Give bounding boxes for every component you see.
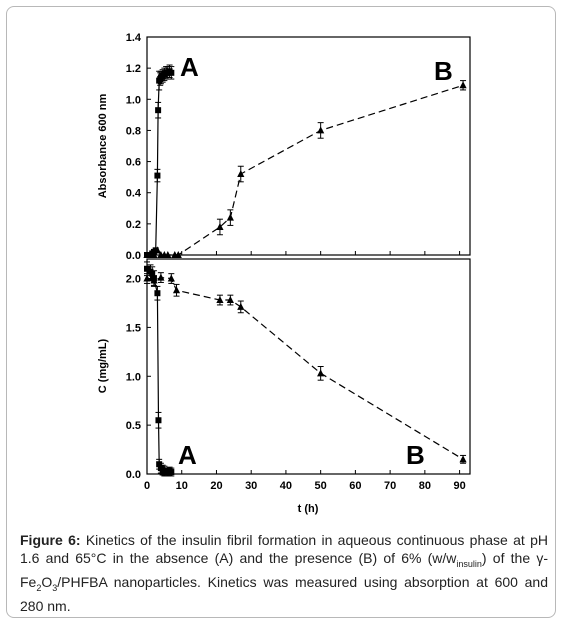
y-tick-label: 0.8 [125,125,141,138]
x-tick-label: 60 [349,480,362,492]
data-point-a [155,417,161,423]
top-panel [97,32,470,262]
caption-text-4: /PHFBA nanoparticles. Kinetics was measured using absorption at 600 and 280 nm. [20,573,548,614]
top-annotation-a: A [180,52,199,82]
x-tick-label: 20 [210,480,223,492]
x-tick-label: 30 [245,480,258,492]
y-tick-label: 1.0 [125,94,141,107]
data-point-b [227,214,234,221]
x-tick-label: 80 [418,480,431,492]
data-point-b [173,286,180,293]
series-line-b [147,85,463,255]
x-tick-label: 40 [279,480,293,492]
top-annotation-b: B [434,56,453,86]
y-tick-label: 0.0 [125,469,141,481]
data-point-b [317,369,324,376]
y-tick-label: 0.4 [125,187,141,200]
caption-text-2: ) of the γ-Fe [20,550,548,590]
data-point-b [237,303,244,310]
y-tick-label: 1.5 [125,322,141,335]
x-tick-label: 50 [314,480,327,492]
y-tick-label: 0.0 [125,250,141,262]
x-tick-label: 70 [383,480,397,492]
bottom-y-axis-label: C (mg/mL) [97,338,109,394]
data-point-b [459,455,466,462]
caption-sub-2: 2 [36,582,42,593]
y-tick-label: 0.6 [125,156,141,169]
y-tick-label: 1.2 [125,63,141,76]
y-tick-label: 1.4 [125,32,141,44]
top-y-ticks [126,32,460,262]
y-tick-label: 0.2 [125,218,141,231]
data-point-b [157,274,164,281]
data-point-a [154,290,160,296]
series-line-b [147,278,463,460]
top-series-group [143,65,466,258]
caption-text-3: O [41,573,53,590]
bottom-annotation-b: B [406,440,425,470]
data-point-a [154,173,160,179]
bottom-annotation-a: A [178,440,197,470]
top-y-axis-label: Absorbance 600 nm [97,93,109,199]
data-point-b [459,81,466,88]
x-tick-label: 10 [175,480,188,492]
bottom-x-ticks [144,470,466,492]
figure-label: Figure 6: [20,532,81,548]
y-tick-label: 0.5 [125,420,141,433]
bottom-panel [97,259,470,515]
figure-caption [20,531,548,615]
y-tick-label: 2.0 [125,273,141,286]
data-point-a [155,107,161,113]
data-point-b [237,170,244,177]
data-point-b [317,126,324,133]
x-tick-label: 90 [453,480,466,492]
caption-sub-insulin: insulin [456,558,482,569]
data-point-a [168,469,174,475]
series-line-a [147,269,171,472]
caption-sub-3: 3 [52,582,58,593]
y-tick-label: 1.0 [125,371,141,384]
x-tick-label: 0 [143,480,151,492]
bottom-x-axis-label: t (h) [297,503,319,515]
data-point-a [168,70,174,76]
caption-text-1: Kinetics of the insulin fibril formation in aqueous continuous phase at pH 1.6 and 65°C in the absence (A) and the presence (B) of 6% (w/w [20,532,548,566]
